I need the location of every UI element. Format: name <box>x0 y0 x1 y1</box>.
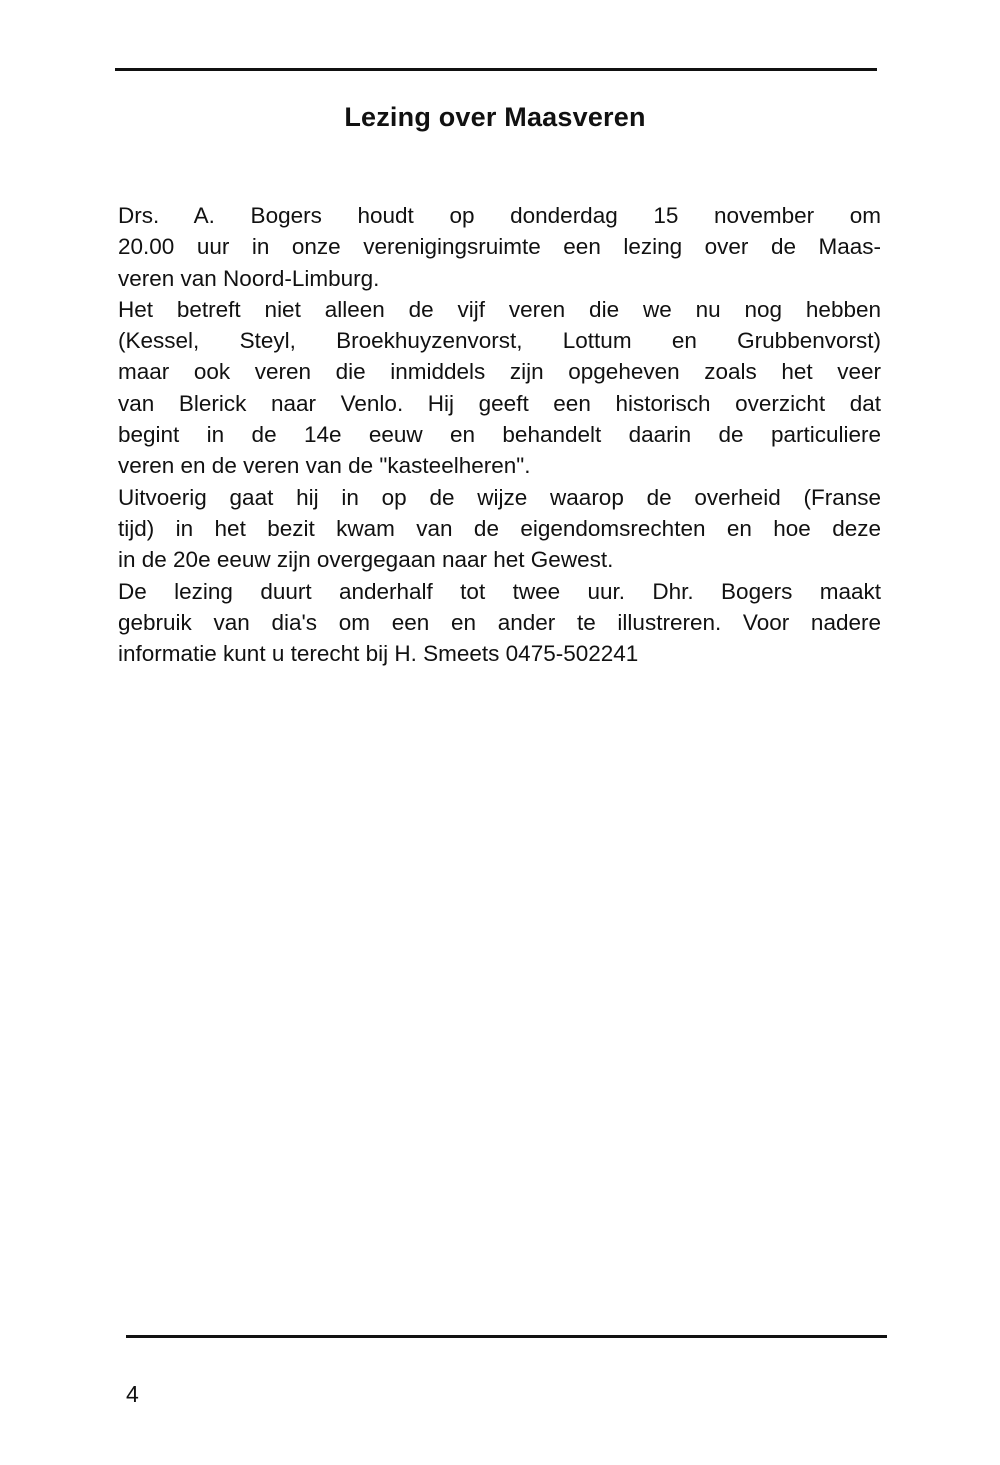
page-number: 4 <box>126 1381 139 1407</box>
body-line: maar ook veren die inmiddels zijn opgeheven zoals het veer <box>118 359 881 385</box>
body-line: veren van Noord-Limburg. <box>118 265 380 291</box>
body-line: in de 20e eeuw zijn overgegaan naar het Gewest. <box>118 547 614 573</box>
body-line: begint in de 14e eeuw en behandelt daarin de particuliere <box>118 422 881 448</box>
body-line: Het betreft niet alleen de vijf veren die we nu nog hebben <box>118 296 881 322</box>
body-line: informatie kunt u terecht bij H. Smeets 0475-502241 <box>118 641 639 667</box>
body-line: gebruik van dia's om een en ander te illustreren. Voor nadere <box>118 609 881 635</box>
body-line: Uitvoerig gaat hij in op de wijze waarop de overheid (Franse <box>118 484 881 510</box>
body-line: (Kessel, Steyl, Broekhuyzenvorst, Lottum en Grubbenvorst) <box>118 328 881 354</box>
bottom-rule <box>126 1335 887 1338</box>
body-line: tijd) in het bezit kwam van de eigendomsrechten en hoe deze <box>118 515 881 541</box>
body-line: 20.00 uur in onze verenigingsruimte een lezing over de Maas- <box>118 234 881 260</box>
body-line: Drs. A. Bogers houdt op donderdag 15 november om <box>118 203 881 228</box>
top-rule <box>115 68 877 71</box>
article-title: Lezing over Maasveren <box>344 102 646 132</box>
article-body <box>118 200 881 669</box>
body-line: De lezing duurt anderhalf tot twee uur. Dhr. Bogers maakt <box>118 578 881 604</box>
body-line: van Blerick naar Venlo. Hij geeft een historisch overzicht dat <box>118 390 881 416</box>
body-line: veren en de veren van de "kasteelheren". <box>118 453 531 479</box>
